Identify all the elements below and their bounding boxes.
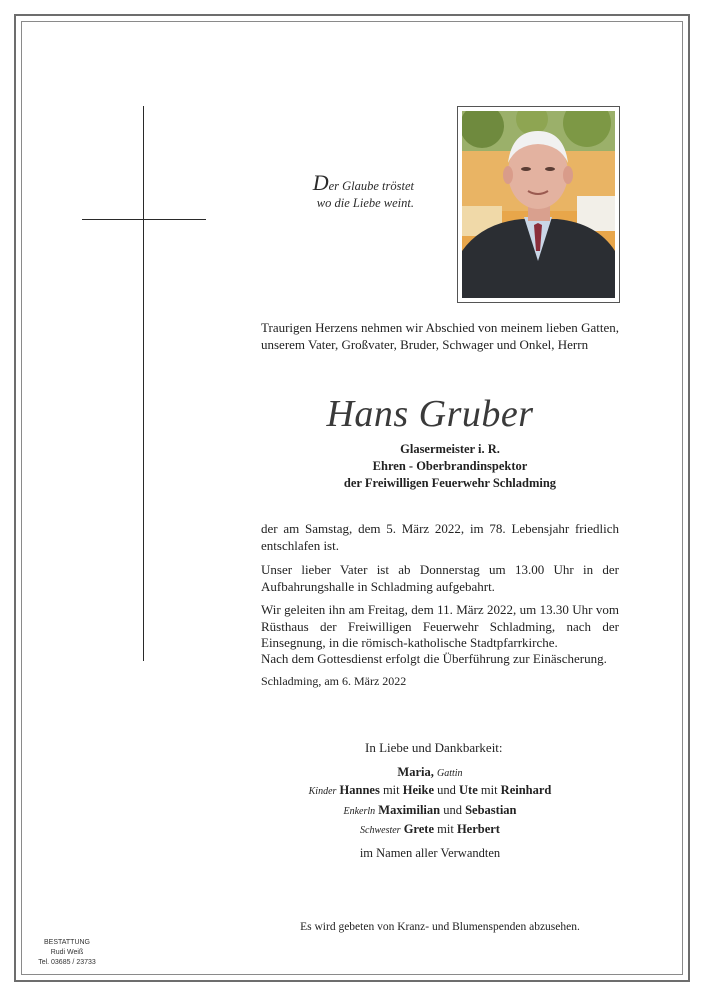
death-paragraph: der am Samstag, dem 5. März 2022, im 78. Lebensjahr friedlich entschlafen ist. <box>261 521 619 553</box>
wife-role: Gattin <box>437 768 463 779</box>
family-sister <box>290 822 570 837</box>
connector: mit <box>382 783 400 797</box>
undertaker-line-3: Tel. 03685 / 23733 <box>38 959 96 966</box>
cross-icon-vertical <box>143 106 144 661</box>
portrait-photo <box>457 106 620 303</box>
deceased-name: Hans Gruber <box>326 393 534 435</box>
motto-line2: wo die Liebe weint. <box>316 196 414 210</box>
portrait-image <box>462 111 615 298</box>
motto <box>300 170 414 212</box>
sister-label: Schwester <box>360 825 401 836</box>
family-children <box>270 783 590 798</box>
title-line-3: der Freiwilligen Feuerwehr Schladming <box>343 476 557 490</box>
cremation-paragraph: Nach dem Gottesdienst erfolgt die Überführung zur Einäscherung. <box>261 651 607 666</box>
connector: mit <box>480 783 498 797</box>
deceased-titles <box>300 441 600 492</box>
intro-text: Traurigen Herzens nehmen wir Abschied von meinem lieben Gatten, unserem Vater, Großvater, Bruder, Schwager und Onkel, Herrn <box>261 320 619 352</box>
grandchild-1: Maximilian <box>378 803 441 817</box>
sister-partner: Herbert <box>456 822 500 836</box>
child-2: Ute <box>459 783 478 797</box>
title-line-2: Ehren - Oberbrandinspektor <box>372 459 528 473</box>
connector: mit <box>437 822 454 836</box>
grandchildren-label: Enkerln <box>343 806 376 817</box>
child-1: Hannes <box>339 783 380 797</box>
children-label: Kinder <box>308 786 337 797</box>
undertaker-line-2: Rudi Weiß <box>50 949 84 956</box>
donation-note: Es wird gebeten von Kranz- und Blumenspenden abzusehen. <box>300 921 580 933</box>
viewing-paragraph: Unser lieber Vater ist ab Donnerstag um 13.00 Uhr in der Aufbahrungshalle in Schladming aufgebahrt. <box>261 562 619 594</box>
connector: und <box>443 803 462 817</box>
cross-icon-horizontal <box>82 219 206 220</box>
family-closing: im Namen aller Verwandten <box>359 846 501 860</box>
funeral-paragraph: Wir geleiten ihn am Freitag, dem 11. März 2022, um 13.30 Uhr vom Rüsthaus der Freiwilligen Feuerwehr Schladming, nach der Einsegnung, in die römisch-katholische Stadtpfarrkirche. <box>261 602 619 650</box>
partner-2: Reinhard <box>500 783 552 797</box>
motto-initial: D <box>312 170 329 195</box>
place-date: Schladming, am 6. März 2022 <box>261 674 407 688</box>
connector: und <box>437 783 456 797</box>
family-heading: In Liebe und Dankbarkeit: <box>365 740 503 755</box>
undertaker-line-1: BESTATTUNG <box>43 939 91 946</box>
grandchild-2: Sebastian <box>465 803 517 817</box>
motto-line1: er Glaube tröstet <box>328 179 414 193</box>
undertaker-info <box>32 938 102 968</box>
family-grandchildren <box>290 803 570 818</box>
partner-1: Heike <box>402 783 434 797</box>
sister-name: Grete <box>403 822 435 836</box>
wife-name: Maria, <box>397 765 434 779</box>
title-line-1: Glasermeister i. R. <box>400 442 500 456</box>
family-wife <box>290 765 570 780</box>
